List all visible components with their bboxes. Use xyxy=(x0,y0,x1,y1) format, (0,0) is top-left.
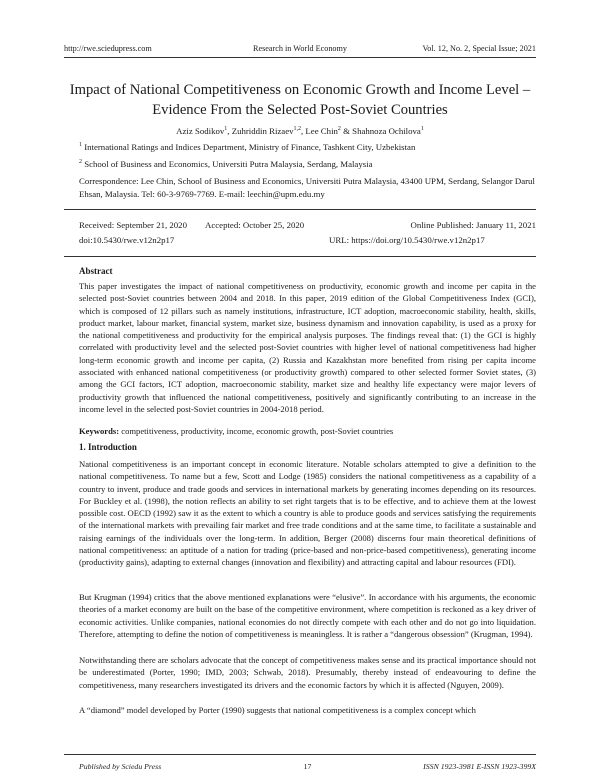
issn: ISSN 1923-3981 E-ISSN 1923-399X xyxy=(423,762,536,771)
author-name: Aziz Sodikov xyxy=(176,126,225,136)
author-affiliation-mark: 2 xyxy=(337,126,341,133)
author-affiliation-mark: 1 xyxy=(420,126,424,133)
body-paragraph: National competitiveness is an important concept in economic literature. Notable scholars attempted to give a definition to the national competitiveness. To name but a few, Scott and Lodge (1985) considers the national competitiveness as a capability of a country to invent, produce and trade goods and services in international markets by generating incomes depending on its resources. For Buckley et al. (1998), the notion reflects an ability to set right targets that is to be effective, and to achieve them at the lowest possible cost. OECD (1992) saw it as the extent to which a country is able to produce goods and services satisfying the requirements of the international markets with prevailing fair market and free trade conditions and at the same time, to facilitate a sustainable and raising earnings of the individuals over the long-term. In addition, Berger (2008) discerns four main theoretical definitions of national competitiveness: an aptitude of a nation for trading (price-based and non-price-based competitiveness), generating income (productivity gains), adapting to external changes (innovation and flexibility) and attracting capital and labour resources (FDI). xyxy=(79,459,536,568)
abstract-text: This paper investigates the impact of national competitiveness on productivity, economic growth and income per capita in the selected post-Soviet countries between 2004 and 2018. In this paper, 2019 edition of the Global Competitiveness Index (GCI), which is composed of 12 pillars such as namely institutions, infrastructure, ICT adoption, macroeconomic stability, health, skills, product market, labour market, financial system, market size, business dynamism and innovation capability, is used as a proxy for the national competitiveness and productivity for the empirical analysis purposes. The findings reveal that: (1) the GCI is highly correlated with productivity level and the selected post-Soviet countries with higher level of national competitiveness had higher long-term economic growth and income per capita, (2) Russia and Kazakhstan more benefited from rising per capita income associated with enhanced national competitiveness (or productivity growth) compared to other selected former Soviet states, (3) among the GCI factors, ICT adoption, macroeconomic stability, market size and healthy life expectancy were major levers of productivity growth that influenced the national competitiveness, positively and significantly contributing to an increase in the income level in the selected post-Soviet countries in 2004-2018 period. xyxy=(79,281,536,414)
page-number: 17 xyxy=(303,762,312,771)
paper-title: Impact of National Competitiveness on Economic Growth and Income Level – Evidence From the Selected Post-Soviet Countries xyxy=(69,82,531,118)
received-date: Received: September 21, 2020 xyxy=(79,220,187,230)
affiliation-mark: 2 xyxy=(79,159,82,166)
author-affiliation-mark: 1,2 xyxy=(293,126,302,133)
author-name: Lee Chin xyxy=(305,126,338,136)
affiliation-mark: 1 xyxy=(79,142,82,149)
doi[interactable]: doi:10.5430/rwe.v12n2p17 xyxy=(79,235,175,245)
author-affiliation-mark: 1 xyxy=(224,126,228,133)
author-name: Shahnoza Ochilova xyxy=(352,126,421,136)
affiliation-1 xyxy=(79,141,536,154)
page-footer xyxy=(79,762,536,773)
affiliation-text: International Ratings and Indices Department, Ministry of Finance, Tashkent City, Uzbekistan xyxy=(84,142,416,152)
affiliation-2 xyxy=(79,158,536,171)
running-header xyxy=(64,44,536,56)
journal-name: Research in World Economy xyxy=(252,44,347,53)
keywords-label: Keywords: xyxy=(79,426,120,436)
doi-url[interactable]: URL: https://doi.org/10.5430/rwe.v12n2p17 xyxy=(329,235,485,245)
header-divider xyxy=(64,57,536,58)
meta-divider-bottom xyxy=(64,256,536,257)
author-name: Zuhriddin Rizaev xyxy=(231,126,294,136)
body-paragraph: But Krugman (1994) critics that the above mentioned explanations were “elusive”. In accordance with his arguments, the economic theories of a market economy are built on the base of the competitive environment, where competition is reckoned as a key driver of economic activities. Unlike companies, national economies do not directly compete with each other and do not go into liquidation. Therefore, attempting to define the notion of competitiveness is meaningless. It is rather a “dangerous obsession” (Krugman, 1994). xyxy=(79,592,536,639)
section-heading-introduction: 1. Introduction xyxy=(79,442,137,452)
body-paragraph: Notwithstanding there are scholars advocate that the concept of competitiveness makes sense and its practical importance should not be underestimated (Porter, 1990; IMD, 2003; Schwab, 2018). Presumably, thereby instead of endeavouring to define the competitiveness, many researchers investigated its drivers and the economic factors by which it is affected (Nguyen, 2009). xyxy=(79,655,536,690)
keywords-text: competitiveness, productivity, income, economic growth, post-Soviet countries xyxy=(121,426,394,436)
publisher: Published by Sciedu Press xyxy=(79,762,162,771)
publication-dates xyxy=(79,220,536,233)
doi-line xyxy=(79,235,536,248)
abstract-heading: Abstract xyxy=(79,266,113,276)
correspondence: Correspondence: Lee Chin, School of Business and Economics, Universiti Putra Malaysia, 43400 UPM, Serdang, Selangor Darul Ehsan, Malaysia. Tel: 60-3-9769-7769. E-mail: leechin@upm.edu.my xyxy=(79,176,535,199)
author-list: Aziz Sodikov$^1$, Zuhriddin Rizaev$^{1,2}$, Lee Chin$^2$ & Shahnoza Ochilova$^1$ xyxy=(176,126,424,136)
volume-info: Vol. 12, No. 2, Special Issue; 2021 xyxy=(422,44,536,53)
accepted-date: Accepted: October 25, 2020 xyxy=(205,220,305,230)
footer-divider xyxy=(64,754,536,755)
online-date: Online Published: January 11, 2021 xyxy=(410,220,536,230)
journal-url[interactable]: http://rwe.sciedupress.com xyxy=(64,44,152,53)
meta-divider-top xyxy=(64,209,536,210)
keywords-line xyxy=(79,426,536,436)
affiliation-text: School of Business and Economics, Universiti Putra Malaysia, Serdang, Malaysia xyxy=(84,159,373,169)
body-paragraph: A “diamond” model developed by Porter (1990) suggests that national competitiveness is a complex concept which xyxy=(79,705,476,715)
